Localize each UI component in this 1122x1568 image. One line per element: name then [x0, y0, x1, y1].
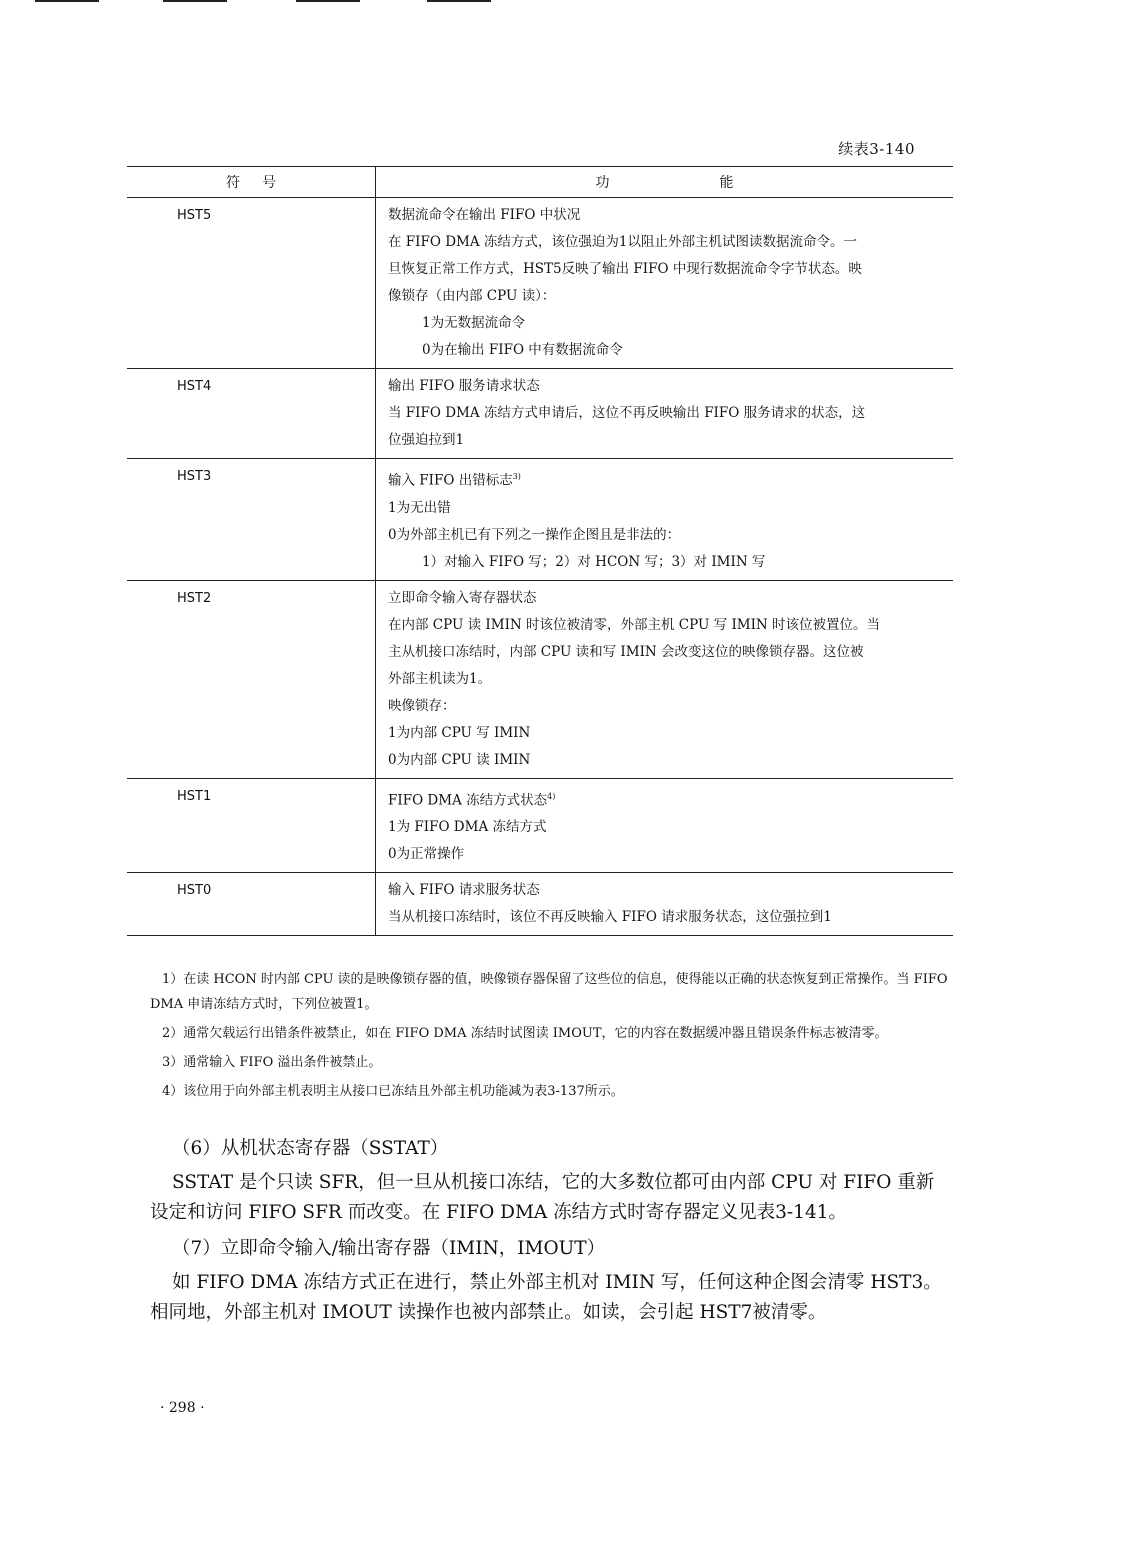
register-bit-symbol: HST1 [127, 778, 376, 873]
register-bit-function [376, 369, 954, 459]
table-body [127, 198, 953, 936]
register-bit-function [376, 778, 954, 873]
page-number: · 298 · [160, 1400, 205, 1416]
function-line-text: 输入 FIFO 请求服务状态 [388, 882, 540, 898]
function-line [388, 463, 945, 495]
function-line-text: 立即命令输入寄存器状态 [388, 589, 537, 606]
function-line [388, 585, 945, 612]
function-line-text: 1为 FIFO DMA 冻结方式 [388, 819, 547, 835]
table-row [127, 459, 953, 581]
top-edge-mark [35, 0, 99, 2]
function-line-text: 0为外部主机已有下列之一操作企图且是非法的： [388, 526, 681, 543]
footnote: 4）该位用于向外部主机表明主从接口已冻结且外部主机功能减为表3-137所示。 [162, 1084, 624, 1099]
register-bit-function [376, 198, 954, 369]
function-line-text: 在内部 CPU 读 IMIN 时该位被清零，外部主机 CPU 写 IMIN 时该位被置位。当 [388, 616, 881, 633]
footnotes [150, 967, 952, 1108]
function-line [388, 693, 945, 720]
table-row [127, 369, 953, 459]
register-table [127, 166, 953, 936]
table-header-row [127, 167, 953, 198]
register-bit-symbol: HST5 [127, 198, 376, 369]
table-caption: 续表3-140 [838, 140, 915, 158]
table-row [127, 778, 953, 873]
section-paragraph: SSTAT 是个只读 SFR，但一旦从机接口冻结，它的大多数位都可由内部 CPU 对 FIFO 重新设定和访问 FIFO SFR 而改变。在 FIFO DMA 冻结方式时寄存器定义见表3-141。 [150, 1172, 935, 1223]
register-bit-symbol: HST4 [127, 369, 376, 459]
register-bit-function [376, 873, 954, 936]
function-line-text: 旦恢复正常工作方式，HST5反映了输出 FIFO 中现行数据流命令字节状态。映 [388, 261, 862, 277]
function-line [388, 283, 945, 310]
header-symbol: 符号 [127, 167, 376, 198]
section-heading: （7）立即命令输入/输出寄存器（IMIN，IMOUT） [172, 1238, 606, 1259]
register-bit-symbol: HST0 [127, 873, 376, 936]
footnote: 3）通常输入 FIFO 溢出条件被禁止。 [162, 1055, 382, 1070]
function-line-text: 输出 FIFO 服务请求状态 [388, 378, 540, 394]
section-paragraph: 如 FIFO DMA 冻结方式正在进行，禁止外部主机对 IMIN 写，任何这种企图会清零 HST3。相同地，外部主机对 IMOUT 读操作也被内部禁止。如读，会引起 HST7被清零。 [150, 1272, 942, 1323]
function-line [388, 256, 945, 283]
function-line-text: 位强迫拉到1 [388, 432, 465, 448]
top-edge-mark [427, 0, 491, 2]
function-line-text: 映像锁存： [388, 697, 456, 714]
body-text [150, 1134, 952, 1334]
function-line-text: 0为内部 CPU 读 IMIN [388, 751, 531, 768]
function-line-text: 当从机接口冻结时，该位不再反映输入 FIFO 请求服务状态，这位强拉到1 [388, 909, 832, 925]
function-line [388, 877, 945, 904]
function-line [388, 814, 945, 841]
function-line [388, 747, 945, 774]
function-line-text: 1为无数据流命令 [422, 315, 526, 331]
footnote-ref: 3) [512, 472, 521, 481]
footnote-ref: 4) [547, 791, 556, 801]
top-edge-mark [163, 0, 227, 2]
function-line-text: 外部主机读为1。 [388, 670, 492, 687]
footnote: 1）在读 HCON 时内部 CPU 读的是映像锁存器的值，映像锁存器保留了这些位的信息，使得能以正确的状态恢复到正常操作。当 FIFO DMA 申请冻结方式时，下列位被置1。 [150, 972, 948, 1012]
function-line [388, 495, 945, 522]
function-line-text: 在 FIFO DMA 冻结方式，该位强迫为1以阻止外部主机试图读数据流命令。一 [388, 234, 857, 250]
function-line-text: 数据流命令在输出 FIFO 中状况 [388, 207, 581, 223]
function-line [388, 720, 945, 747]
footnote: 2）通常欠载运行出错条件被禁止，如在 FIFO DMA 冻结时试图读 IMOUT，它的内容在数据缓冲器且错误条件标志被清零。 [162, 1026, 888, 1041]
function-line-text: 0为在输出 FIFO 中有数据流命令 [422, 342, 623, 358]
register-bit-function [376, 580, 954, 778]
function-line [388, 400, 945, 427]
register-bit-function [376, 459, 954, 581]
top-edge-mark [296, 0, 360, 2]
register-bit-symbol: HST2 [127, 580, 376, 778]
table-row [127, 873, 953, 936]
function-line-text: 1为无出错 [388, 499, 451, 516]
register-bit-symbol: HST3 [127, 459, 376, 581]
section-heading: （6）从机状态寄存器（SSTAT） [172, 1138, 449, 1159]
function-line [388, 310, 945, 337]
function-line-text: 当 FIFO DMA 冻结方式申请后，这位不再反映输出 FIFO 服务请求的状态，这 [388, 405, 866, 421]
function-line [388, 666, 945, 693]
function-line [388, 202, 945, 229]
function-line-text: 像锁存（由内部 CPU 读）： [388, 288, 556, 304]
function-line-text: FIFO DMA 冻结方式状态 [388, 792, 548, 808]
function-line [388, 549, 945, 576]
function-line-text: 主从机接口冻结时，内部 CPU 读和写 IMIN 会改变这位的映像锁存器。这位被 [388, 643, 864, 660]
function-line-text: 1为内部 CPU 写 IMIN [388, 724, 531, 741]
function-line [388, 229, 945, 256]
function-line-text: 输入 FIFO 出错标志 [388, 472, 513, 489]
function-line [388, 841, 945, 868]
table-row [127, 580, 953, 778]
function-line-text: 0为正常操作 [388, 846, 465, 862]
function-line [388, 904, 945, 931]
function-line [388, 783, 945, 815]
function-line [388, 337, 945, 364]
function-line [388, 373, 945, 400]
function-line [388, 522, 945, 549]
function-line-text: 1）对输入 FIFO 写；2）对 HCON 写；3）对 IMIN 写 [422, 553, 766, 570]
table-row [127, 198, 953, 369]
header-function: 功能 [376, 167, 954, 198]
function-line [388, 427, 945, 454]
function-line [388, 639, 945, 666]
function-line [388, 612, 945, 639]
